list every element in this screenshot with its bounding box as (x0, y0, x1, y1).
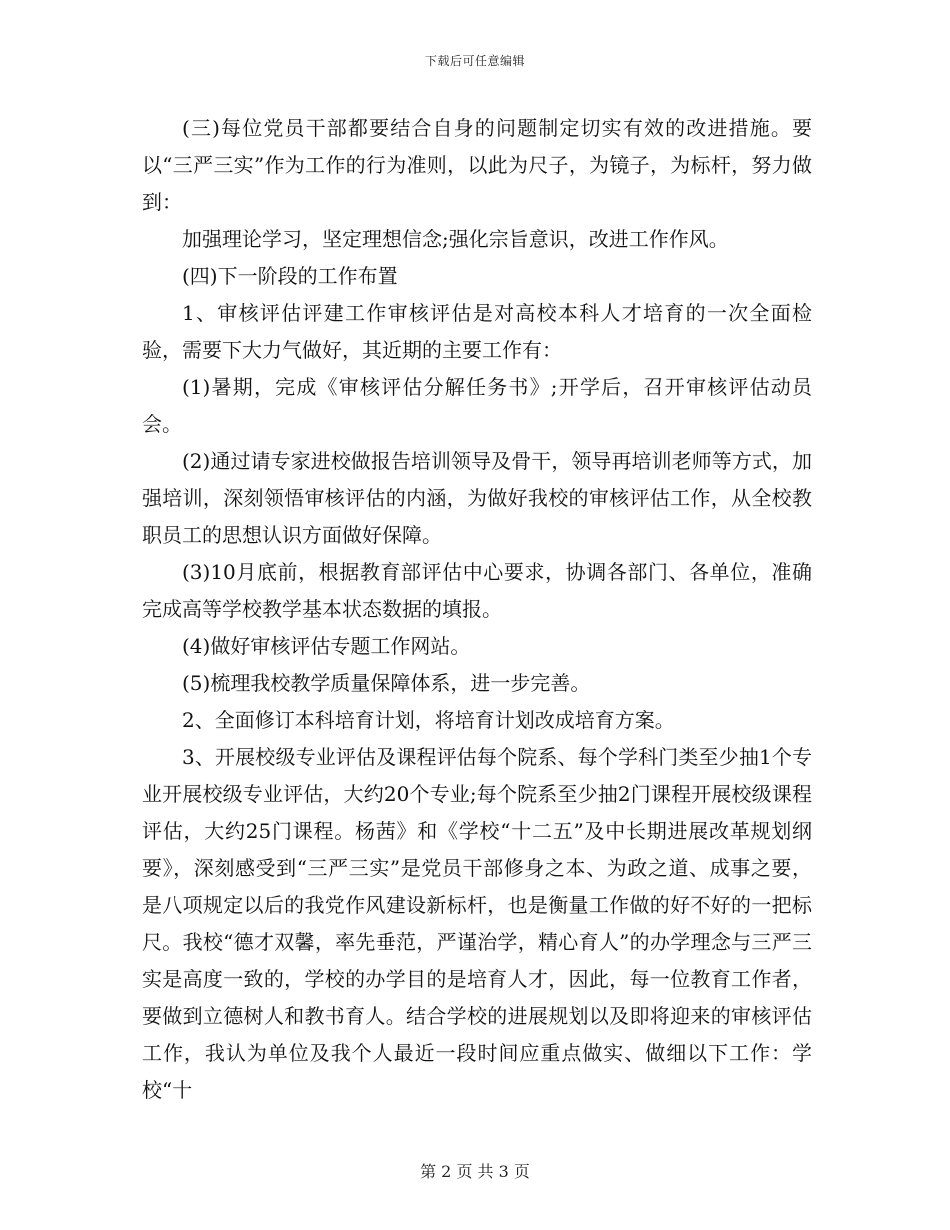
paragraph-study: 加强理论学习，坚定理想信念;强化宗旨意识，改进工作作风。 (182, 227, 729, 251)
paragraph-training-plan: 2、全面修订本科培育计划，将培育计划改成培育方案。 (182, 708, 675, 732)
document-body (142, 110, 812, 1109)
paragraph-item-1: (1)暑期，完成《审核评估分解任务书》;开学后，召开审核评估动员会。 (142, 375, 812, 436)
paragraph-item-2: (2)通过请专家进校做报告培训领导及骨干，领导再培训老师等方式，加强培训，深刻领悟审核评估的内涵，为做好我校的审核评估工作，从全校教职员工的思想认识方面做好保障。 (142, 449, 812, 547)
paragraph-next-stage-heading: (四)下一阶段的工作布置 (182, 264, 398, 288)
paragraph-school-evaluation: 3、开展校级专业评估及课程评估每个院系、每个学科门类至少抽1个专业开展校级专业评估，大约20个专业;每个院系至少抽2门课程开展校级课程评估，大约25门课程。杨茜》和《学校“十二五”及中长期进展改革规划纲要》，深刻感受到“三严三实”是党员干部修身之本、为政之道、成事之要，是八项规定以后的我党作风建设新标杆，也是衡量工作做的好不好的一把标尺。我校“德才双馨，率先垂范，严谨治学，精心育人”的办学理念与三严三实是高度一致的，学校的办学目的是培育人才，因此，每一位教育工作者，要做到立德树人和教书育人。结合学校的进展规划以及即将迎来的审核评估工作，我认为单位及我个人最近一段时间应重点做实、做细以下工作：学校“十 (142, 745, 812, 1102)
paragraph-measures: (三)每位党员干部都要结合自身的问题制定切实有效的改进措施。要以“三严三实”作为工作的行为准则，以此为尺子，为镜子，为标杆，努力做到： (142, 116, 812, 214)
page-number: 第 2 页 共 3 页 (420, 1162, 530, 1181)
paragraph-item-4: (4)做好审核评估专题工作网站。 (182, 634, 471, 658)
paragraph-item-5: (5)梳理我校教学质量保障体系，进一步完善。 (182, 671, 591, 695)
page-header: 下载后可任意编辑 (424, 54, 525, 68)
paragraph-audit-evaluation: 1、审核评估评建工作审核评估是对高校本科人才培育的一次全面检验，需要下大力气做好，其近期的主要工作有： (142, 301, 812, 362)
paragraph-item-3: (3)10月底前，根据教育部评估中心要求，协调各部门、各单位，准确完成高等学校教学基本状态数据的填报。 (142, 560, 812, 621)
